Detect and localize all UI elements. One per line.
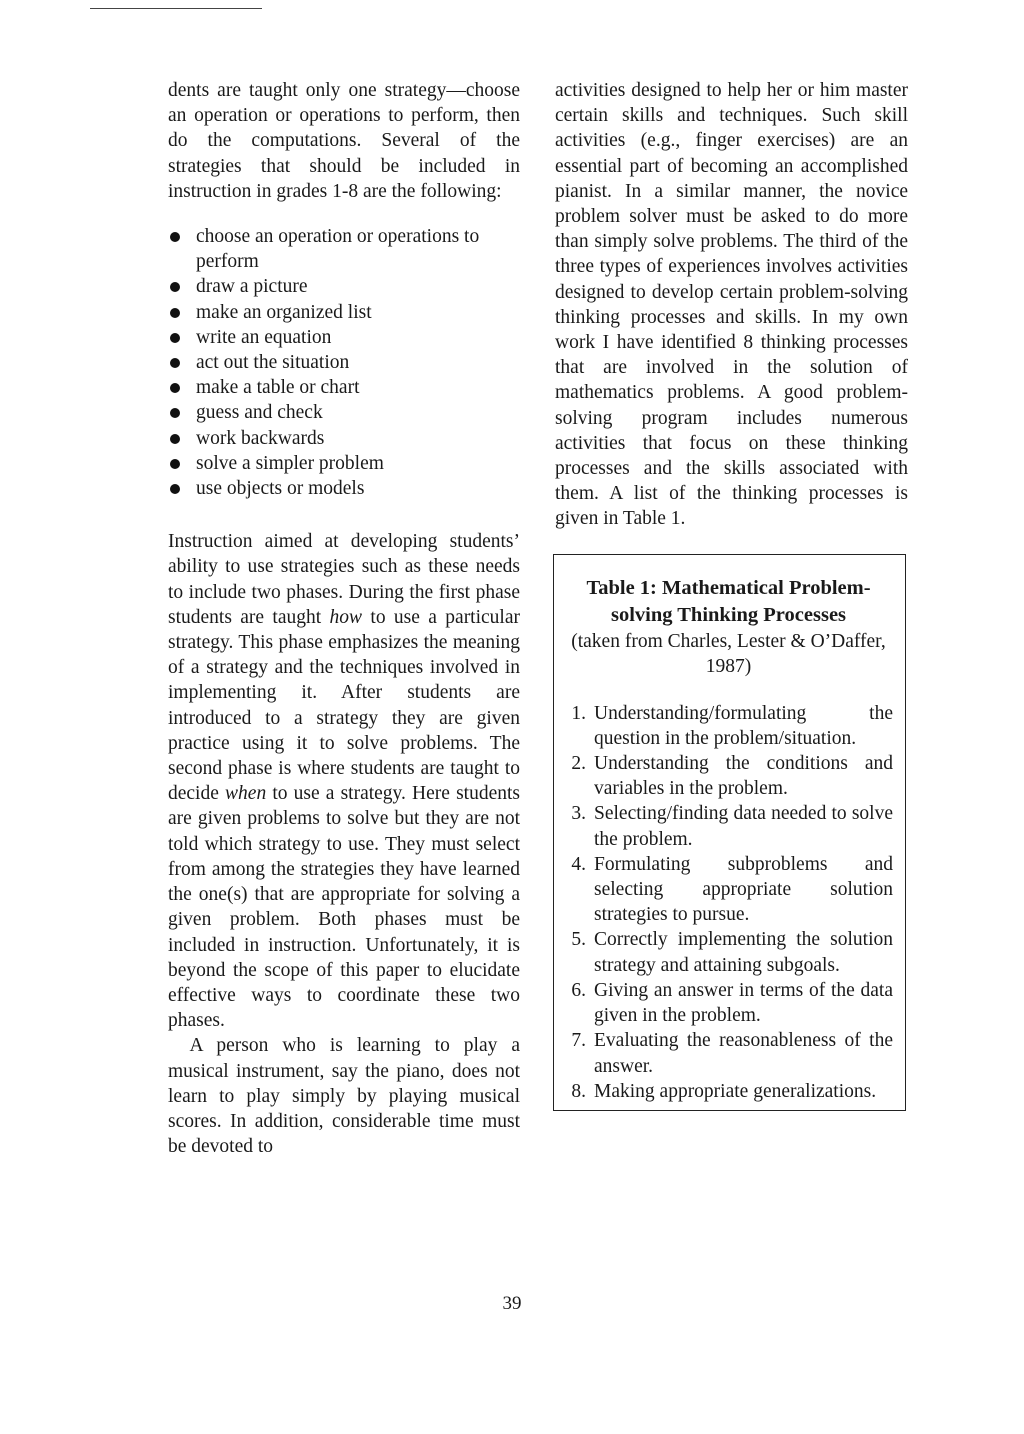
item-text: Understanding the conditions and variables in the problem. [594,753,893,800]
item-number: 6. [571,979,586,1001]
list-item [564,978,893,1028]
strategy-item: draw a picture [168,274,520,299]
strategy-item: make a table or chart [168,375,520,400]
item-text: Understanding/formulating the question in the problem/situation. [594,702,893,749]
strategy-list [168,224,520,501]
emphasis-how: how [329,606,363,628]
strategy-item: work backwards [168,426,520,451]
list-item [564,701,893,751]
top-rule [90,8,262,9]
instruction-text-3: to use a strategy. Here students are given problems to solve but they are not told which strategy to use. They must select from among the strategies they have learned the one(s) that are appropriate for solving a given problem. Both phases must be included in instruction. Unfortunately, it is beyond the scope of this paper to elucidate effective ways to coordinate these two phases. [168,783,520,1032]
strategy-item: write an equation [168,325,520,350]
item-number: 8. [571,1080,586,1102]
item-number: 2. [571,753,586,775]
item-number: 1. [571,702,586,724]
strategy-item: use objects or models [168,476,520,501]
list-item [564,751,893,801]
strategy-item: make an organized list [168,300,520,325]
strategy-item: solve a simpler problem [168,451,520,476]
item-number: 7. [571,1030,586,1052]
instruction-text-1: Instruction aimed at developing students’ ability to use strategies such as these needs to include two phases. During the first phase students are taught [168,531,520,628]
strategy-item: act out the situation [168,350,520,375]
table-box [553,554,906,1111]
list-item [564,1079,893,1104]
instruction-text-2: to use a particular strategy. This phase emphasizes the meaning of a strategy and the techniques involved in implementing it. After students are introduced to a strategy they are given practice using it to solve problems. The second phase is where students are taught to decide [168,606,520,805]
table-source: (taken from Charles, Lester & O’Daffer, 1987) [571,630,886,677]
item-text: Correctly implementing the solution strategy and attaining subgoals. [594,929,893,976]
item-text: Selecting/finding data needed to solve the problem. [594,803,893,850]
intro-paragraph: dents are taught only one strategy—choose an operation or operations to perform, then do the computations. Several of the strategies that should be included in instruction in grades 1-8 are the following: [168,80,520,202]
strategy-item: guess and check [168,400,520,425]
strategy-item: choose an operation or operations to perform [168,224,520,274]
table-heading [564,575,893,679]
item-text: Evaluating the reasonableness of the answer. [594,1030,893,1077]
piano-paragraph: A person who is learning to play a musical instrument, say the piano, does not learn to play simply by playing musical scores. In addition, considerable time must be devoted to [168,1035,520,1158]
list-item [564,1028,893,1078]
list-item [564,852,893,928]
right-column [555,78,908,1111]
instruction-paragraph [168,529,520,1033]
table-title: Table 1: Mathematical Problem-solving Thinking Processes [586,576,871,626]
list-item [564,927,893,977]
item-number: 5. [571,929,586,951]
item-number: 3. [571,803,586,825]
list-item [564,801,893,851]
page-number: 39 [502,1293,522,1314]
item-text: Making appropriate generalizations. [594,1080,877,1102]
thinking-process-list [564,701,893,1104]
left-column [168,78,520,1159]
continuation-paragraph: activities designed to help her or him master certain skills and techniques. Such skill activities (e.g., finger exercises) are an essential part of becoming an accomplished pianist. In a similar manner, the novice problem solver must be asked to do more than simply solve problems. The third of the three types of experiences involves activities designed to develop certain problem-solving thinking processes and skills. In my own work I have identified 8 thinking processes that are involved in the solution of mathematics problems. A good problem-solving program includes numerous activities that focus on these thinking processes and the skills associated with them. A list of the thinking processes is given in Table 1. [555,80,908,530]
item-text: Giving an answer in terms of the data given in the problem. [594,979,893,1027]
item-text: Formulating subproblems and selecting appropriate solution strategies to pursue. [594,853,893,926]
emphasis-when: when [225,783,267,805]
item-number: 4. [571,853,586,875]
